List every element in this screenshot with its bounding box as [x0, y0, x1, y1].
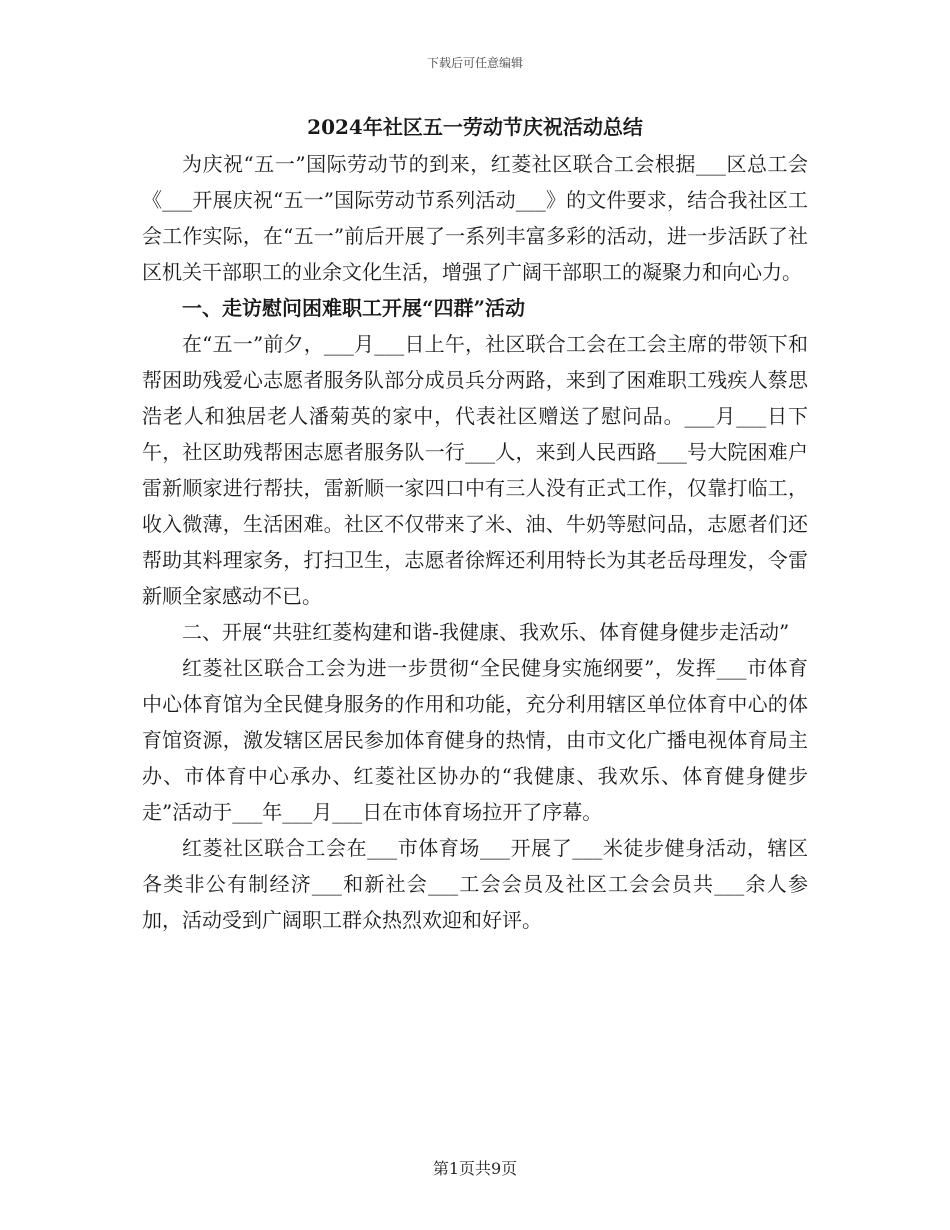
paragraph-walk: 红菱社区联合工会在___市体育场___开展了___米徒步健身活动，辖区各类非公有制经济___和新社会___工会会员及社区工会会员共___余人参加，活动受到广阔职工群众热烈欢迎和好评。	[142, 836, 808, 932]
document-title: 2024年社区五一劳动节庆祝活动总结	[307, 115, 643, 139]
header-note: 下载后可任意编辑	[426, 56, 523, 70]
paragraph-intro: 为庆祝“五一”国际劳动节的到来，红菱社区联合工会根据___区总工会《___开展庆祝“五一”国际劳动节系列活动___》的文件要求，结合我社区工会工作实际，在“五一”前后开展了一系列丰富多彩的活动，进一步活跃了社区机关干部职工的业余文化生活，增强了广阔干部职工的凝聚力和向心力。	[142, 152, 808, 284]
section-heading-2: 二、开展“共驻红菱构建和谐-我健康、我欢乐、体育健身健步走活动”	[182, 620, 790, 644]
paragraph-fitness: 红菱社区联合工会为进一步贯彻“全民健身实施纲要”，发挥___市体育中心体育馆为全民健身服务的作用和功能，充分利用辖区单位体育中心的体育馆资源，激发辖区居民参加体育健身的热情，由市文化广播电视体育局主办、市体育中心承办、红菱社区协办的“我健康、我欢乐、体育健身健步走”活动于___年___月___日在市体育场拉开了序幕。	[142, 656, 808, 824]
paragraph-visit: 在“五一”前夕，___月___日上午，社区联合工会在工会主席的带领下和帮困助残爱心志愿者服务队部分成员兵分两路，来到了困难职工残疾人蔡思浩老人和独居老人潘菊英的家中，代表社区赠送了慰问品。___月___日下午，社区助残帮困志愿者服务队一行___人，来到人民西路___号大院困难户雷新顺家进行帮扶，雷新顺一家四口中有三人没有正式工作，仅靠打临工，收入微薄，生活困难。社区不仅带来了米、油、牛奶等慰问品，志愿者们还帮助其料理家务，打扫卫生，志愿者徐辉还利用特长为其老岳母理发，令雷新顺全家感动不已。	[142, 332, 808, 608]
document-body	[142, 112, 808, 938]
page-footer: 第1页共9页	[432, 1159, 518, 1178]
section-heading-1: 一、走访慰问困难职工开展“四群”活动	[182, 296, 526, 320]
